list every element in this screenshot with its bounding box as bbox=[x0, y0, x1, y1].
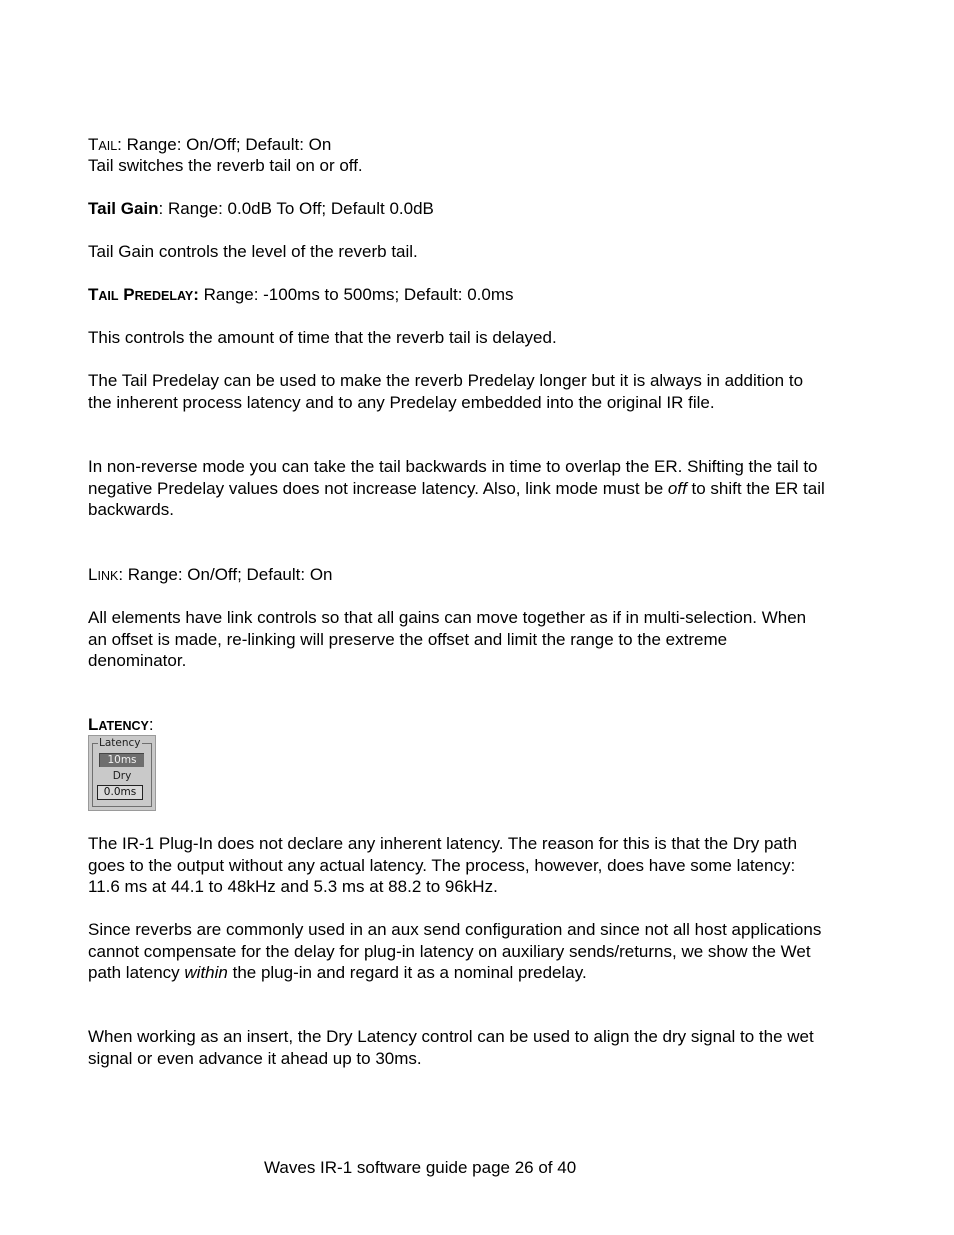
dry-latency-field[interactable]: 0.0ms bbox=[97, 785, 143, 800]
latency-description-3: When working as an insert, the Dry Latency control can be used to align the dry signal to the wet signal or even advance it ahead up to 30ms. bbox=[88, 1027, 814, 1068]
latency-legend: Latency bbox=[99, 737, 141, 749]
link-description: All elements have link controls so that all gains can move together as if in multi-selection. When an offset is made, re-linking will preserve the offset and limit the range to the extreme denominator. bbox=[88, 608, 807, 670]
tail-predelay-description-2: The Tail Predelay can be used to make the reverb Predelay longer but it is always in addition to the inherent process latency and to any Predelay embedded into the original IR file. bbox=[88, 371, 804, 412]
page-footer: Waves IR-1 software guide page 26 of 40 bbox=[264, 1158, 577, 1177]
latency-value-display: 10ms bbox=[99, 753, 144, 767]
tail-gain-heading: Tail Gain: Range: 0.0dB To Off; Default 0.0dB bbox=[88, 199, 434, 218]
tail-predelay-description-1: This controls the amount of time that the reverb tail is delayed. bbox=[88, 328, 557, 347]
tail-description: Tail switches the reverb tail on or off. bbox=[88, 156, 363, 175]
tail-predelay-heading: TAIL PREDELAY: Range: -100ms to 500ms; Default: 0.0ms bbox=[88, 285, 514, 304]
tail-heading: TAIL: Range: On/Off; Default: On bbox=[88, 135, 332, 154]
latency-description-2: Since reverbs are commonly used in an aux send configuration and since not all host applications cannot compensate for the delay for plug-in latency on auxiliary sends/returns, we show the Wet path latency within the plug-in and regard it as a nominal predelay. bbox=[88, 920, 822, 982]
latency-description-1: The IR-1 Plug-In does not declare any inherent latency. The reason for this is that the Dry path goes to the output without any actual latency. The process, however, does have some latency: 11.6 ms at 44.1 to 48kHz and 5.3 ms at 88.2 to 96kHz. bbox=[88, 834, 798, 896]
dry-label: Dry bbox=[112, 770, 132, 782]
latency-control-panel bbox=[88, 735, 156, 811]
tail-predelay-description-3: In non-reverse mode you can take the tail backwards in time to overlap the ER. Shifting the tail to negative Predelay values does not increase latency. Also, link mode must be off to shift the ER tail backwards. bbox=[88, 457, 825, 519]
link-heading: LINK: Range: On/Off; Default: On bbox=[88, 565, 333, 584]
latency-heading: LATENCY: bbox=[88, 715, 154, 734]
tail-gain-description: Tail Gain controls the level of the reverb tail. bbox=[88, 242, 418, 261]
